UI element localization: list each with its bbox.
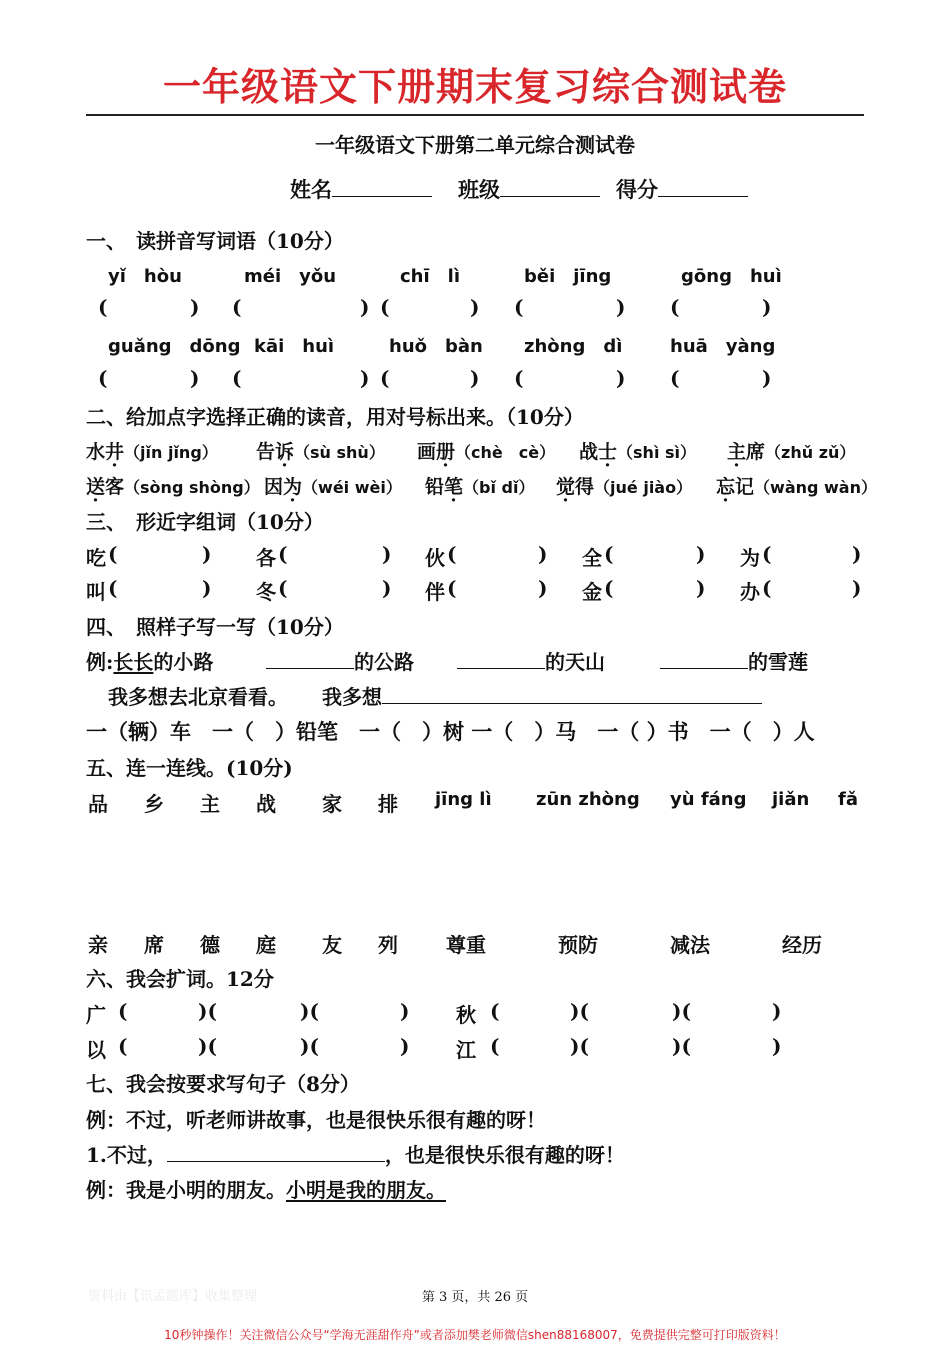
expand-blank[interactable]: )( [570, 999, 589, 1023]
paren-open: ( [514, 295, 524, 319]
expand-char: 广 [86, 1003, 106, 1027]
similar-char: 叫 [86, 580, 106, 604]
class-field[interactable] [458, 174, 600, 204]
expand-blank-end: ) [400, 1034, 410, 1058]
match-word[interactable]: 减法 [670, 933, 710, 957]
pinyin-options[interactable]: （shì sì） [617, 443, 697, 462]
paren-open[interactable]: ( [604, 542, 614, 566]
name-label: 姓名 [290, 177, 332, 202]
reading-item[interactable] [579, 437, 696, 464]
paren-close: ) [616, 366, 626, 390]
similar-char: 吃 [86, 546, 106, 570]
example-phrase [86, 646, 213, 675]
dotted-char: 册 [436, 441, 456, 463]
char: 画 [417, 441, 437, 463]
section-3-heading: 三、 形近字组词（10分） [86, 510, 324, 534]
match-word[interactable]: 预防 [558, 933, 598, 957]
char: 得 [575, 476, 595, 498]
score-field[interactable] [616, 174, 748, 204]
match-pinyin[interactable]: zūn zhòng [536, 789, 640, 810]
paren-close: ) [616, 295, 626, 319]
phrase-suffix: 的公路 [354, 650, 414, 674]
fill-phrase[interactable] [660, 646, 808, 675]
reading-item[interactable] [425, 472, 534, 499]
test-subtitle: 一年级语文下册第二单元综合测试卷 [315, 133, 635, 157]
expand-char: 秋 [456, 1003, 476, 1027]
section-5-heading: 五、连一连线。(10分) [86, 756, 293, 780]
match-char[interactable]: 友 [322, 933, 342, 957]
dotted-char: 为 [283, 476, 303, 498]
watermark: 资料由【讯孟题库】收集整理 [88, 1289, 258, 1304]
dotted-char: 送 [86, 476, 106, 498]
pinyin-options[interactable]: （sù shù） [294, 443, 385, 462]
example-2-answer: 小明是我的朋友。 [286, 1178, 446, 1202]
dotted-char: 笔 [444, 476, 464, 498]
paren-close: ) [762, 366, 772, 390]
pinyin-item: kāi huì [254, 336, 335, 357]
paren-close: ) [190, 295, 200, 319]
paren-close: ) [360, 366, 370, 390]
expand-char: 以 [86, 1038, 106, 1062]
pinyin-item: méi yǒu [244, 266, 337, 287]
paren-open: ( [98, 366, 108, 390]
char: 席 [746, 441, 766, 463]
question-end: ，也是很快乐很有趣的呀！ [384, 1143, 625, 1167]
expand-blank-end: ) [772, 999, 782, 1023]
page-number: 第 3 页，共 26 页 [421, 1290, 529, 1305]
example-label: 例: [86, 650, 114, 674]
paren-close: ) [852, 542, 862, 566]
pinyin-item: guǎng dōng [108, 336, 241, 357]
paren-open: ( [380, 366, 390, 390]
similar-char: 伴 [425, 580, 445, 604]
reading-item[interactable] [264, 472, 402, 499]
paren-open[interactable]: ( [108, 576, 118, 600]
pinyin-item: huā yàng [670, 336, 776, 357]
paren-close: ) [202, 542, 212, 566]
phrase-suffix: 的天山 [545, 650, 605, 674]
reading-item[interactable] [86, 472, 260, 499]
dotted-char: 士 [598, 441, 618, 463]
pinyin-item: yǐ hòu [108, 266, 182, 287]
score-label: 得分 [616, 177, 658, 202]
paren-open[interactable]: ( [604, 576, 614, 600]
name-field[interactable] [290, 174, 432, 204]
expand-blank[interactable]: )( [672, 1034, 691, 1058]
match-word[interactable]: 经历 [782, 933, 822, 957]
reading-item[interactable] [727, 437, 855, 464]
reading-item[interactable] [417, 437, 555, 464]
paren-open[interactable]: ( [447, 542, 457, 566]
expand-blank-end: ) [772, 1034, 782, 1058]
expand-blank[interactable]: )( [300, 999, 319, 1023]
similar-char: 金 [582, 580, 602, 604]
match-word[interactable]: 尊重 [446, 933, 486, 957]
match-char[interactable]: 亲 [88, 933, 108, 957]
paren-close: ) [470, 366, 480, 390]
fill-phrase[interactable] [457, 646, 605, 675]
expand-blank[interactable]: ( [490, 1034, 500, 1058]
fill-blank[interactable] [660, 648, 748, 669]
sentence-example-1: 例：不过，听老师讲故事，也是很快乐很有趣的呀！ [86, 1108, 546, 1132]
match-pinyin[interactable]: fǎ [838, 789, 858, 810]
match-char[interactable]: 主 [200, 792, 220, 816]
dotted-char: 主 [727, 441, 747, 463]
paren-close: ) [762, 295, 772, 319]
paren-open[interactable]: ( [762, 542, 772, 566]
title-divider [86, 114, 864, 116]
measure-word-line[interactable]: 一（辆）车 一（ ）铅笔 一（ ）树 一（ ）马 一（ ）书 一（ ）人 [86, 719, 815, 744]
fill-blank[interactable] [266, 648, 354, 669]
reading-item[interactable] [716, 472, 877, 499]
section-4-heading: 四、 照样子写一写（10分） [86, 615, 344, 639]
match-char[interactable]: 战 [256, 792, 276, 816]
class-label: 班级 [458, 177, 500, 202]
sentence-question-1[interactable] [86, 1139, 625, 1168]
similar-char: 冬 [256, 580, 276, 604]
promo-text[interactable]: 10秒钟操作！关注微信公众号“学海无涯甜作舟”或者添加樊老师微信shen88168007，免费提供完整可打印版资料！ [164, 1328, 786, 1342]
match-char[interactable]: 庭 [256, 933, 276, 957]
expand-blank[interactable]: )( [198, 999, 217, 1023]
section-6-heading: 六、我会扩词。12分 [86, 967, 274, 991]
expand-blank[interactable]: )( [198, 1034, 217, 1058]
pinyin-item: gōng huì [681, 266, 782, 287]
sentence-example: 我多想去北京看看。 [108, 685, 288, 709]
reading-item[interactable] [256, 437, 385, 464]
expand-blank-end: ) [400, 999, 410, 1023]
expand-char: 江 [456, 1038, 476, 1062]
sentence-blank[interactable] [382, 683, 762, 704]
score-blank[interactable] [658, 176, 748, 197]
paren-close: ) [202, 576, 212, 600]
pinyin-item: chī lì [400, 266, 460, 287]
match-char[interactable]: 品 [88, 792, 108, 816]
match-pinyin[interactable]: jiǎn [772, 789, 810, 810]
pinyin-item: zhòng dì [524, 336, 623, 357]
match-char[interactable]: 家 [322, 792, 342, 816]
paren-close: ) [696, 576, 706, 600]
dotted-char: 井 [105, 441, 125, 463]
fill-blank[interactable] [457, 648, 545, 669]
section-7-heading: 七、我会按要求写句子（8分） [86, 1072, 360, 1096]
paren-close: ) [470, 295, 480, 319]
similar-char: 各 [256, 546, 276, 570]
paren-open: ( [670, 366, 680, 390]
paren-close: ) [382, 576, 392, 600]
char: 水 [86, 441, 106, 463]
pinyin-item: běi jīng [524, 266, 612, 287]
paren-close: ) [696, 542, 706, 566]
sentence-start: 我多想 [322, 685, 382, 709]
char: 告 [256, 441, 276, 463]
char: 客 [105, 476, 125, 498]
char: 铅 [425, 476, 445, 498]
banner-title: 一年级语文下册期末复习综合测试卷 [162, 65, 787, 109]
paren-close: ) [190, 366, 200, 390]
sentence-fill[interactable] [322, 681, 762, 710]
paren-open: ( [98, 295, 108, 319]
match-char[interactable]: 德 [200, 933, 220, 957]
pinyin-options[interactable]: （wàng wàn） [754, 478, 877, 497]
pinyin-options[interactable]: （chè cè） [455, 443, 556, 462]
char: 因 [264, 476, 284, 498]
similar-char: 办 [740, 580, 760, 604]
pinyin-options[interactable]: （zhǔ zǔ） [765, 443, 856, 462]
paren-close: ) [360, 295, 370, 319]
paren-close: ) [538, 542, 548, 566]
match-char[interactable]: 席 [144, 933, 164, 957]
dotted-char: 觉 [556, 476, 576, 498]
fill-phrase[interactable] [266, 646, 414, 675]
expand-blank[interactable]: ( [118, 999, 128, 1023]
section-1-heading: 一、 读拼音写词语（10分） [86, 229, 344, 253]
section-2-heading: 二、给加点字选择正确的读音，用对号标出来。（10分） [86, 405, 584, 429]
reading-item[interactable] [86, 437, 218, 464]
match-pinyin[interactable]: jīng lì [435, 789, 492, 810]
similar-char: 为 [740, 546, 760, 570]
dotted-char: 诉 [275, 441, 295, 463]
class-blank[interactable] [500, 176, 600, 197]
pinyin-options[interactable]: （bǐ dǐ） [463, 478, 535, 497]
paren-close: ) [538, 576, 548, 600]
pinyin-options[interactable]: （jué jiào） [594, 478, 693, 497]
dotted-char: 忘 [716, 476, 736, 498]
paren-open: ( [514, 366, 524, 390]
pinyin-options[interactable]: （wéi wèi） [302, 478, 402, 497]
pinyin-item: huǒ bàn [389, 336, 483, 357]
match-char[interactable]: 乡 [144, 792, 164, 816]
sentence-example-2 [86, 1174, 446, 1203]
char: 战 [579, 441, 599, 463]
paren-open[interactable]: ( [278, 542, 288, 566]
expand-blank[interactable]: )( [300, 1034, 319, 1058]
paren-open: ( [380, 295, 390, 319]
match-pinyin[interactable]: yù fáng [670, 789, 747, 810]
paren-open[interactable]: ( [447, 576, 457, 600]
paren-close: ) [852, 576, 862, 600]
pinyin-options[interactable]: （sòng shòng） [124, 478, 260, 497]
similar-char: 伙 [425, 546, 445, 570]
paren-close: ) [382, 542, 392, 566]
char: 记 [735, 476, 755, 498]
example-2-start: 例：我是小明的朋友。 [86, 1178, 286, 1202]
paren-open: ( [232, 366, 242, 390]
name-blank[interactable] [332, 176, 432, 197]
example-word: 长长 [113, 650, 154, 674]
phrase-suffix: 的雪莲 [748, 650, 808, 674]
paren-open[interactable]: ( [278, 576, 288, 600]
pinyin-options[interactable]: （jǐn jǐng） [124, 443, 218, 462]
match-char[interactable]: 列 [378, 933, 398, 957]
paren-open: ( [232, 295, 242, 319]
expand-blank[interactable]: )( [672, 999, 691, 1023]
paren-open[interactable]: ( [108, 542, 118, 566]
question-blank[interactable] [167, 1141, 385, 1162]
paren-open: ( [670, 295, 680, 319]
paren-open[interactable]: ( [762, 576, 772, 600]
example-rest: 的小路 [153, 650, 214, 674]
reading-item[interactable] [556, 472, 692, 499]
expand-blank[interactable]: ( [490, 999, 500, 1023]
similar-char: 全 [582, 546, 602, 570]
match-char[interactable]: 排 [378, 792, 398, 816]
expand-blank[interactable]: )( [570, 1034, 589, 1058]
question-start: 1.不过， [86, 1143, 167, 1167]
expand-blank[interactable]: ( [118, 1034, 128, 1058]
